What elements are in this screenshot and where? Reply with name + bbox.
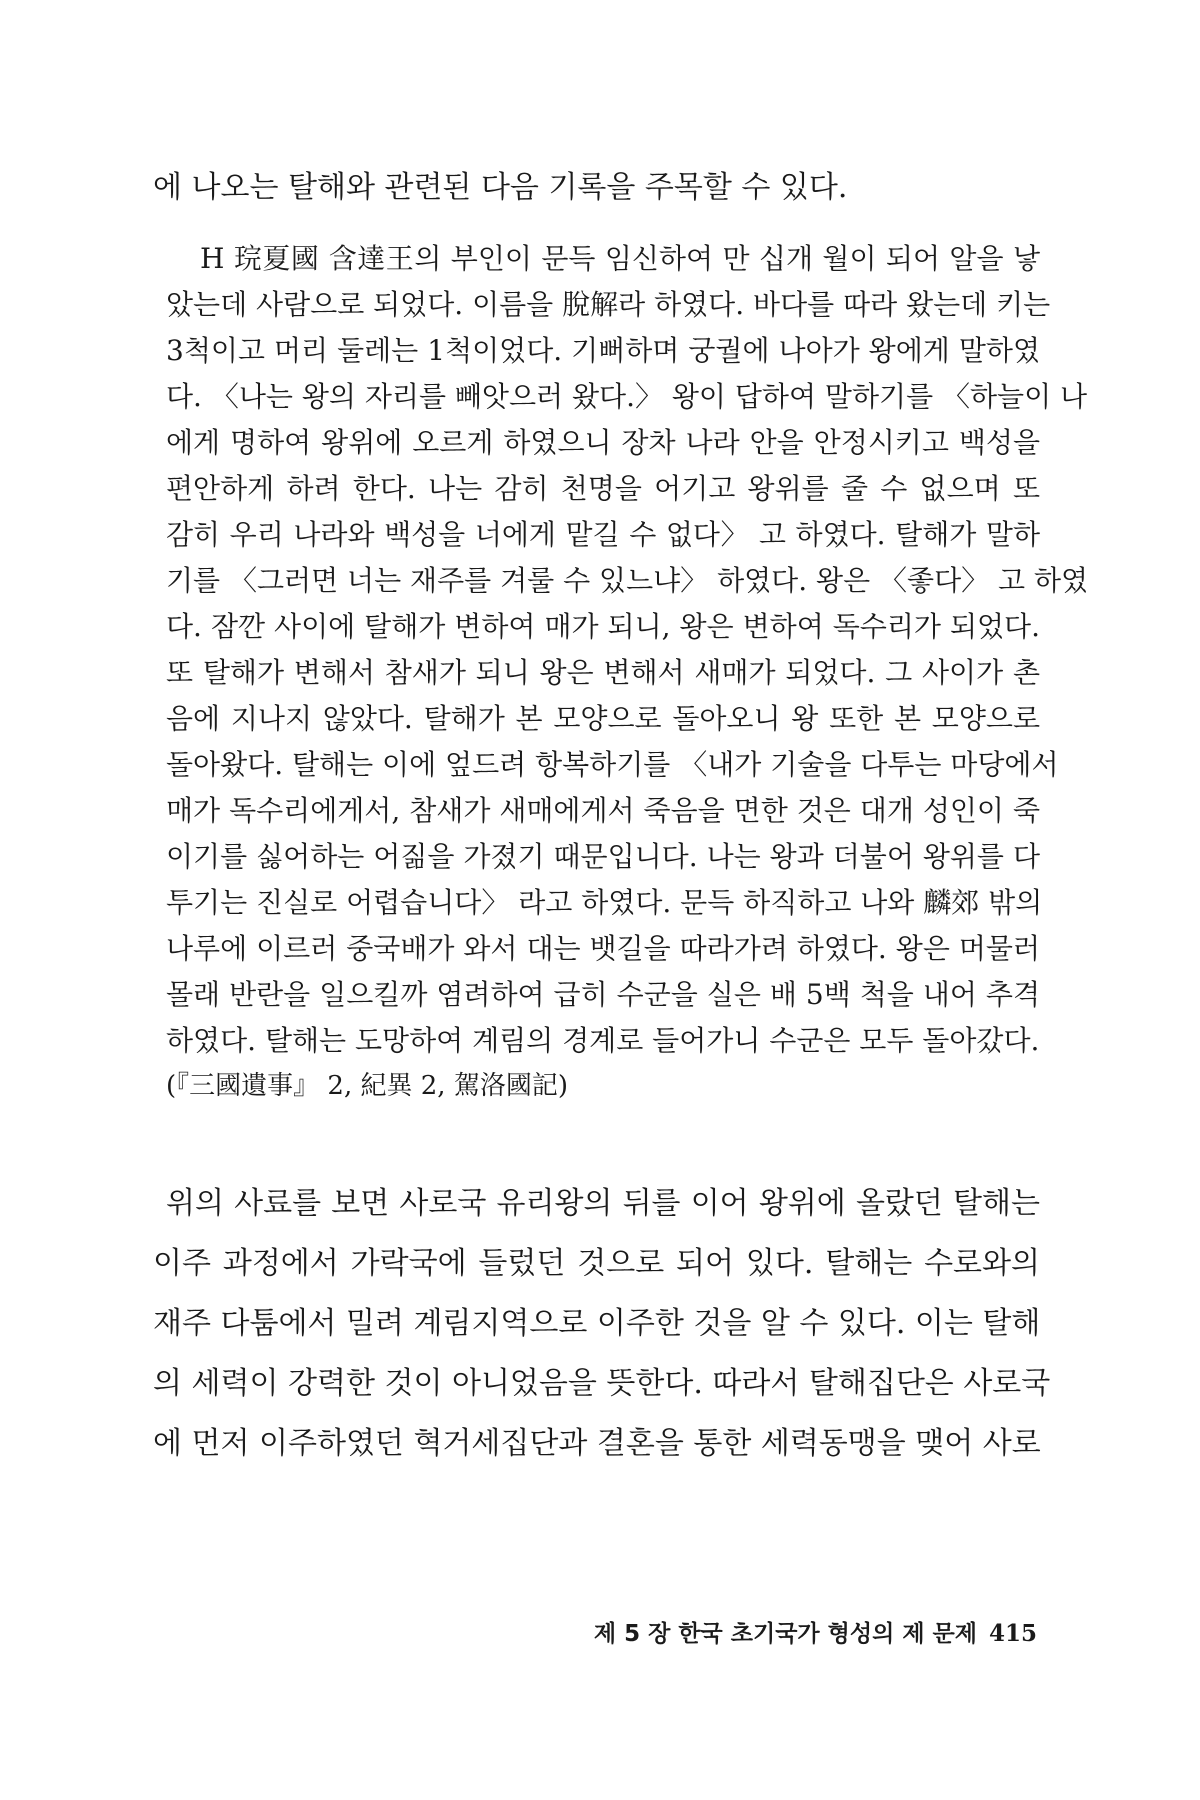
citation: (『三國遺事』 2, 紀異 2, 駕洛國記): [166, 1071, 568, 1101]
body-line: 재주 다툼에서 밀려 계림지역으로 이주한 것을 알 수 있다. 이는 탈해: [153, 1306, 1041, 1341]
quote-line: 또 탈해가 변해서 참새가 되니 왕은 변해서 새매가 되었다. 그 사이가 촌: [166, 656, 1040, 689]
quote-line: H 琓夏國 含達王의 부인이 문득 임신하여 만 십개 월이 되어 알을 낳: [200, 242, 1040, 275]
quote-line: 에게 명하여 왕위에 오르게 하였으니 장차 나라 안을 안정시키고 백성을: [166, 426, 1040, 459]
body-line: 위의 사료를 보면 사로국 유리왕의 뒤를 이어 왕위에 올랐던 탈해는: [166, 1186, 1040, 1221]
quote-line: 3척이고 머리 둘레는 1척이었다. 기뻐하며 궁궐에 나아가 왕에게 말하였: [166, 334, 1040, 367]
quote-line: 다. 잠깐 사이에 탈해가 변하여 매가 되니, 왕은 변하여 독수리가 되었다.: [166, 610, 1040, 643]
quote-line: 투기는 진실로 어렵습니다〉 라고 하였다. 문득 하직하고 나와 麟郊 밖의: [166, 886, 1043, 919]
quote-line: 기를 〈그러면 너는 재주를 겨룰 수 있느냐〉 하였다. 왕은 〈좋다〉 고 하였: [166, 564, 1089, 597]
quote-line: 나루에 이르러 중국배가 와서 대는 뱃길을 따라가려 하였다. 왕은 머물러: [166, 932, 1040, 965]
body-line: 에 먼저 이주하였던 혁거세집단과 결혼을 통한 세력동맹을 맺어 사로: [153, 1426, 1041, 1461]
quote-line: 음에 지나지 않았다. 탈해가 본 모양으로 돌아오니 왕 또한 본 모양으로: [166, 702, 1040, 735]
chapter-title: 제 5 장 한국 초기국가 형성의 제 문제: [593, 1621, 977, 1647]
quote-line: 하였다. 탈해는 도망하여 계림의 경계로 들어가니 수군은 모두 돌아갔다.: [166, 1024, 1040, 1057]
quote-line: 돌아왔다. 탈해는 이에 엎드려 항복하기를 〈내가 기술을 다투는 마당에서: [166, 748, 1059, 781]
quote-line: 매가 독수리에게서, 참새가 새매에게서 죽음을 면한 것은 대개 성인이 죽: [166, 794, 1040, 827]
quote-line: 편안하게 하려 한다. 나는 감히 천명을 어기고 왕위를 줄 수 없으며 또: [166, 472, 1040, 505]
intro-line: 에 나오는 탈해와 관련된 다음 기록을 주목할 수 있다.: [153, 170, 848, 205]
body-line: 이주 과정에서 가락국에 들렀던 것으로 되어 있다. 탈해는 수로와의: [153, 1246, 1040, 1281]
quote-line: 았는데 사람으로 되었다. 이름을 脫解라 하였다. 바다를 따라 왔는데 키는: [166, 288, 1051, 321]
quote-line: 다. 〈나는 왕의 자리를 빼앗으러 왔다.〉 왕이 답하여 말하기를 〈하늘이 나: [166, 380, 1088, 413]
running-footer: [594, 1615, 1037, 1648]
page-number: 415: [988, 1620, 1037, 1647]
quote-line: 이기를 싫어하는 어짊을 가졌기 때문입니다. 나는 왕과 더불어 왕위를 다: [166, 840, 1040, 873]
quote-line: 몰래 반란을 일으킬까 염려하여 급히 수군을 실은 배 5백 척을 내어 추격: [166, 978, 1040, 1011]
body-line: 의 세력이 강력한 것이 아니었음을 뜻한다. 따라서 탈해집단은 사로국: [153, 1366, 1051, 1401]
quote-line: 감히 우리 나라와 백성을 너에게 맡길 수 없다〉 고 하였다. 탈해가 말하: [166, 518, 1040, 551]
